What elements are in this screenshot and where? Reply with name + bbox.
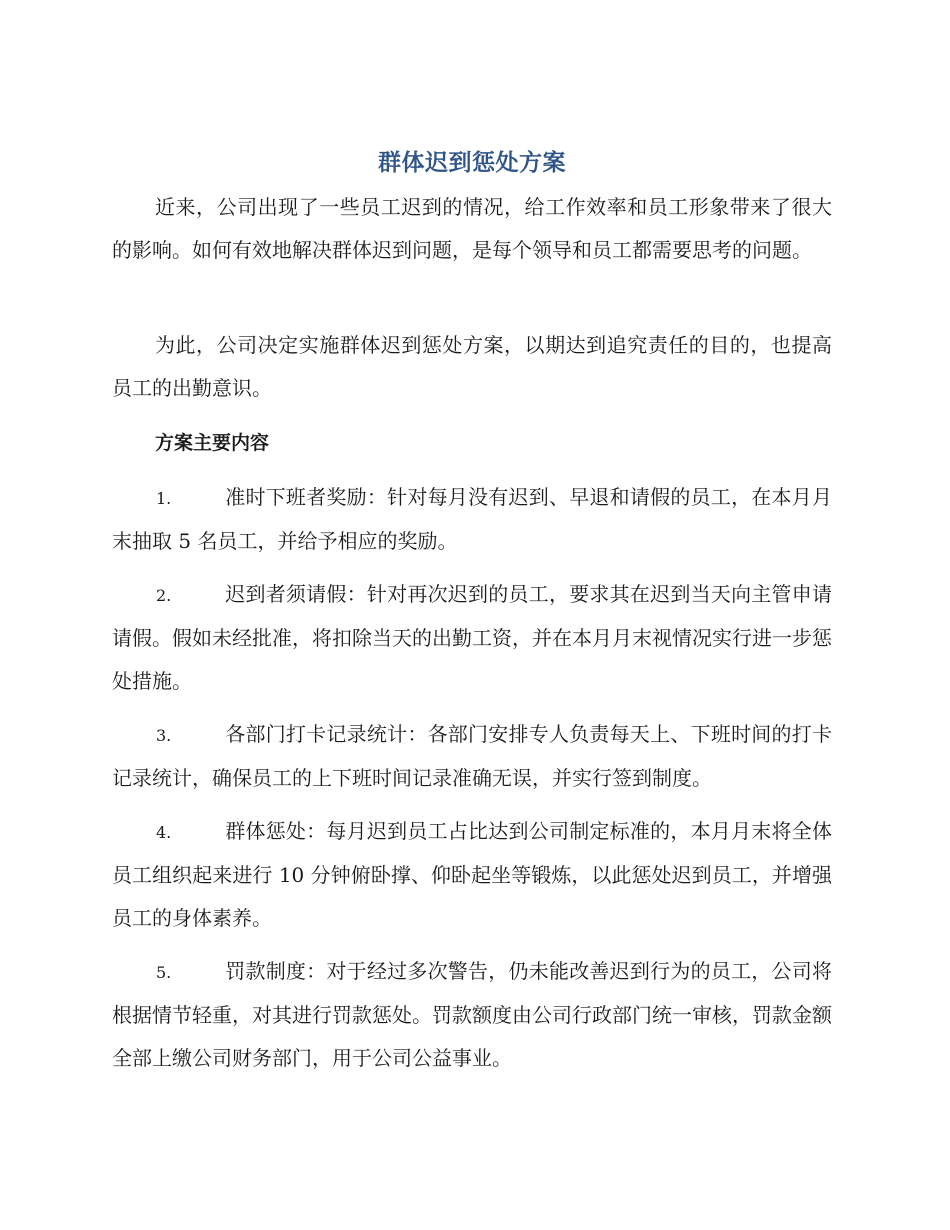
list-item-text: 迟到者须请假：针对再次迟到的员工，要求其在迟到当天向主管申请请假。假如未经批准，将扣除当天的出勤工资，并在本月月末视情况实行进一步惩处措施。 [112, 582, 832, 693]
list-item [112, 476, 832, 563]
list-item-number: 4. [156, 823, 172, 842]
list-item-text: 群体惩处：每月迟到员工占比达到公司制定标准的，本月月末将全体员工组织起来进行 10 分钟俯卧撑、仰卧起坐等锻炼，以此惩处迟到员工，并增强员工的身体素养。 [112, 819, 832, 930]
list-item [112, 810, 832, 940]
section-heading: 方案主要内容 [155, 432, 270, 454]
list-item-number: 3. [156, 726, 172, 745]
list-item [112, 573, 832, 703]
document-title: 群体迟到惩处方案 [378, 150, 566, 176]
list-item-text: 各部门打卡记录统计：各部门安排专人负责每天上、下班时间的打卡记录统计，确保员工的上下班时间记录准确无误，并实行签到制度。 [112, 722, 832, 790]
list-item-text: 准时下班者奖励：针对每月没有迟到、早退和请假的员工，在本月月末抽取 5 名员工，并给予相应的奖励。 [112, 485, 832, 553]
intro-paragraph-2: 为此，公司决定实施群体迟到惩处方案，以期达到追究责任的目的，也提高员工的出勤意识。 [112, 333, 832, 400]
list-item-number: 5. [156, 963, 172, 982]
list-item-number: 1. [156, 489, 172, 508]
list-item-number: 2. [156, 586, 172, 605]
list-item-text: 罚款制度：对于经过多次警告，仍未能改善迟到行为的员工，公司将根据情节轻重，对其进行罚款惩处。罚款额度由公司行政部门统一审核，罚款金额全部上缴公司财务部门，用于公司公益事业。 [112, 959, 832, 1070]
list-item [112, 713, 832, 800]
list-item [112, 950, 832, 1080]
intro-paragraph-1: 近来，公司出现了一些员工迟到的情况，给工作效率和员工形象带来了很大的影响。如何有效地解决群体迟到问题，是每个领导和员工都需要思考的问题。 [112, 195, 832, 262]
